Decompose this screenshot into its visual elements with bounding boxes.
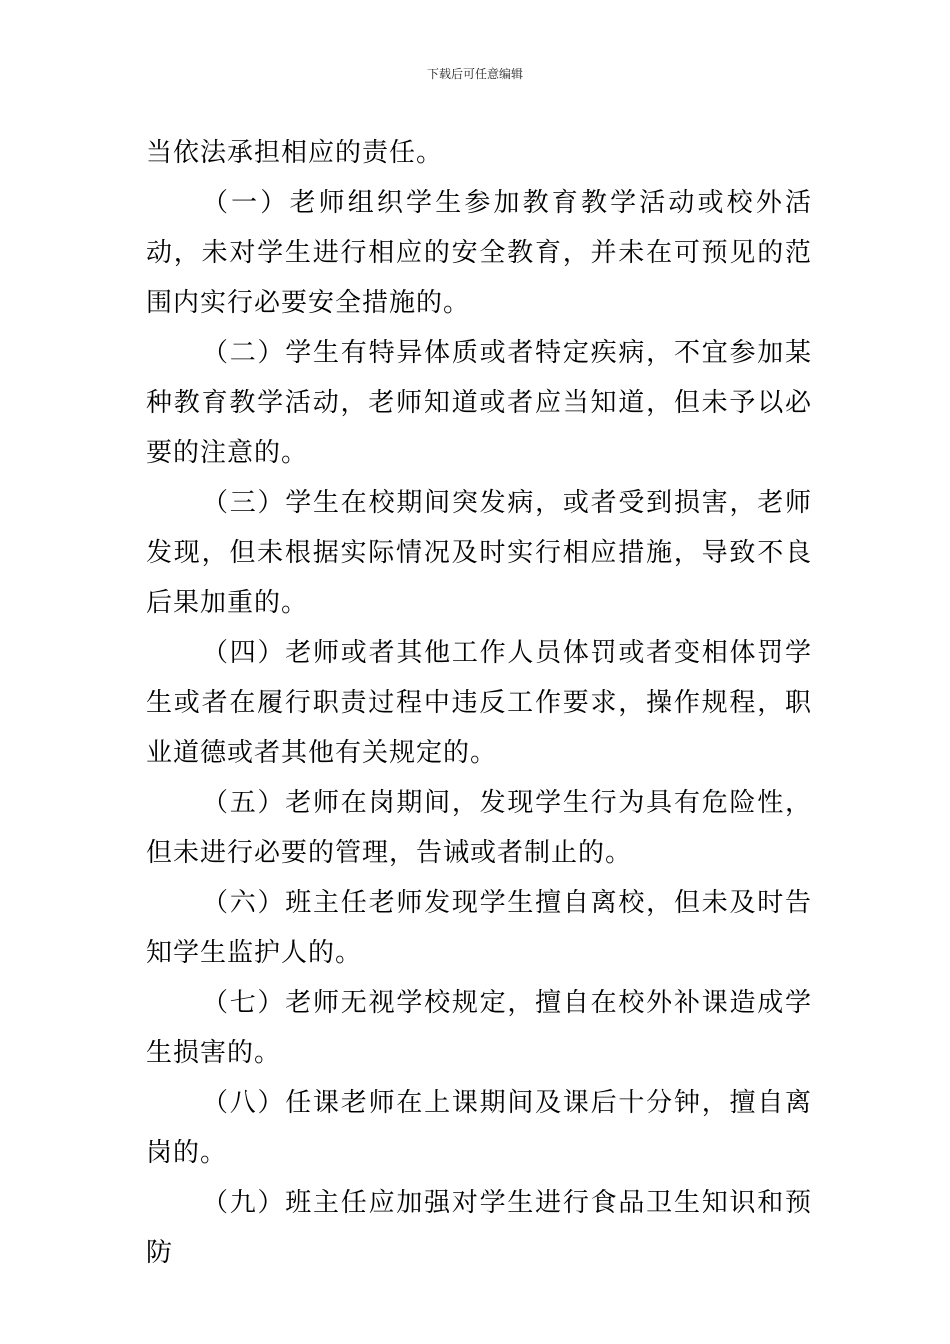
paragraph-item-3: （三）学生在校期间突发病，或者受到损害，老师发现，但未根据实际情况及时实行相应措施，导致不良后果加重的。 [146,488,812,618]
paragraph-item-4: （四）老师或者其他工作人员体罚或者变相体罚学生或者在履行职责过程中违反工作要求，操作规程，职业道德或者其他有关规定的。 [146,638,812,768]
paragraph-item-8: （八）任课老师在上课期间及课后十分钟，擅自离岗的。 [146,1088,812,1168]
page-header-note: 下载后可任意编辑 [426,67,523,81]
paragraph-item-5: （五）老师在岗期间，发现学生行为具有危险性，但未进行必要的管理，告诫或者制止的。 [146,788,812,868]
paragraph-item-1: （一）老师组织学生参加教育教学活动或校外活动，未对学生进行相应的安全教育，并未在可预见的范围内实行必要安全措施的。 [146,188,812,318]
paragraph-continuation: 当依法承担相应的责任。 [146,138,444,168]
document-body [146,128,812,1278]
paragraph-item-9: （九）班主任应加强对学生进行食品卫生知识和预防 [146,1188,812,1268]
paragraph-item-7: （七）老师无视学校规定，擅自在校外补课造成学生损害的。 [146,988,812,1068]
paragraph-item-6: （六）班主任老师发现学生擅自离校，但未及时告知学生监护人的。 [146,888,812,968]
paragraph-item-2: （二）学生有特异体质或者特定疾病，不宜参加某种教育教学活动，老师知道或者应当知道，但未予以必要的注意的。 [146,338,812,468]
